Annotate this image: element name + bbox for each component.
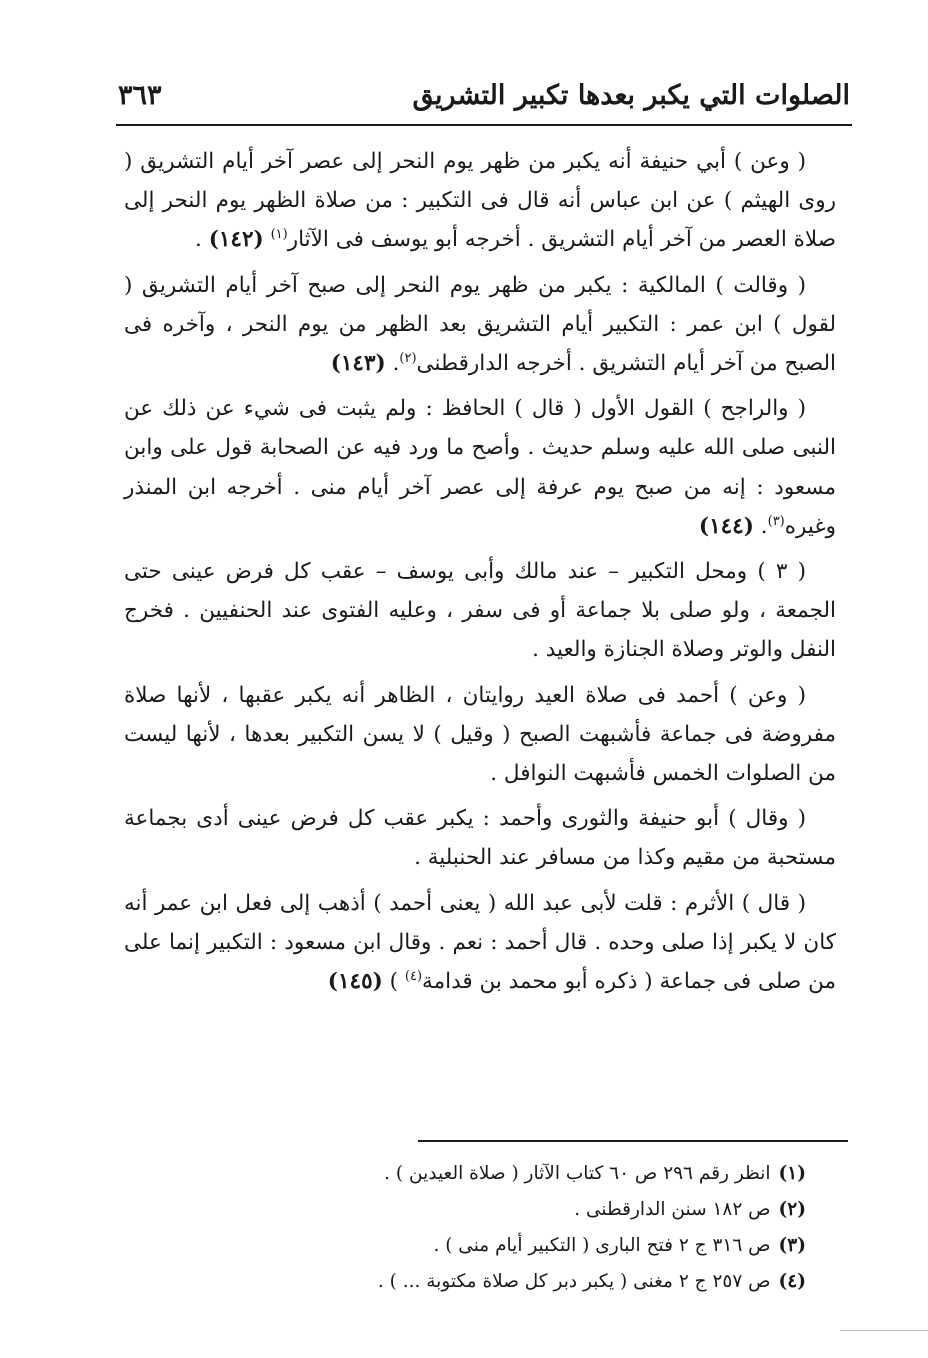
paragraph-tail: .: [760, 513, 768, 539]
footnote-marker: (١): [270, 227, 288, 243]
hadith-number: (١٤٤): [698, 513, 754, 539]
paragraph-tail: ): [389, 969, 399, 995]
footnote: [124, 1156, 836, 1192]
footnote-text: انظر رقم ٢٩٦ ص ٦٠ كتاب الآثار ( صلاة العيدين ) .: [384, 1163, 771, 1184]
footnote-number: (٣): [778, 1235, 806, 1256]
footnote-number: (٤): [778, 1271, 806, 1292]
hadith-number: (١٤٣): [330, 351, 386, 377]
hadith-number: (١٤٥): [327, 969, 383, 995]
paragraph: [124, 552, 836, 670]
footnote: [124, 1228, 836, 1264]
page-header: [118, 72, 850, 122]
header-rule: [116, 124, 852, 126]
footnote-text: ص ١٨٢ سنن الدارقطنى .: [574, 1199, 771, 1220]
paragraph-tail: .: [392, 351, 400, 377]
paragraph-text: ( وقالت ) المالكية : يكبر من ظهر يوم النحر إلى صبح آخر أيام التشريق ( لقول ) ابن عمر : التكبير أيام التشريق بعد الظهر من يوم النحر ، وآخره فى الصبح من آخر أيام التشريق . أخرجه الدارقطنى: [124, 272, 837, 377]
main-text: [124, 142, 836, 1007]
paragraph-text: ( ٣ ) ومحل التكبير – عند مالك وأبى يوسف – عقب كل فرض عينى حتى الجمعة ، ولو صلى بلا جماعة أو فى سفر ، وعليه الفتوى عند الحنفيين . فخرج النفل والوتر وصلاة الجنازة والعيد .: [124, 559, 836, 663]
paragraph-text: ( وعن ) أبي حنيفة أنه يكبر من ظهر يوم النحر إلى عصر آخر أيام التشريق ( روى الهيثم ) عن ابن عباس أنه قال فى التكبير : من صلاة الظهر يوم النحر إلى صلاة العصر من آخر أيام التشريق . أخرجه أبو يوسف فى الآثار: [124, 149, 836, 253]
paragraph: [124, 142, 836, 260]
footnote-rule: [418, 1140, 848, 1142]
paragraph-text: ( والراجح ) القول الأول ( قال ) الحافظ : ولم يثبت فى شيء عن ذلك عن النبى صلى الله عليه وسلم حديث . وأصح ما ورد فيه عن الصحابة قول على وابن مسعود : إنه من صبح يوم عرفة إلى عصر آخر أيام منى . أخرجه ابن المنذر وغيره: [124, 396, 836, 539]
footnote: [124, 1192, 836, 1228]
footnote-marker: (٢): [399, 350, 417, 366]
footnote-text: ص ٢٥٧ ج ٢ مغنى ( يكبر دبر كل صلاة مكتوبة ... ) .: [377, 1271, 771, 1292]
footnote-marker: (٣): [767, 513, 785, 529]
scan-edge-mark: [840, 1330, 928, 1331]
hadith-number: (١٤٢): [208, 227, 264, 253]
paragraph: [124, 676, 836, 794]
paragraph-text: ( وقال ) أبو حنيفة والثورى وأحمد : يكبر عقب كل فرض عينى أدى بجماعة مستحبة من مقيم وكذا من مسافر عند الحنبلية .: [124, 806, 836, 871]
paragraph: [124, 389, 836, 546]
paragraph-text: ( قال ) الأثرم : قلت لأبى عبد الله ( يعنى أحمد ) أذهب إلى فعل ابن عمر أنه كان لا يكبر إذا صلى وحده . قال أحمد : نعم . وقال ابن مسعود : التكبير إنما على من صلى فى جماعة ( ذكره أبو محمد بن قدامة: [124, 890, 836, 995]
footnote: [124, 1264, 836, 1300]
footnote-number: (١): [778, 1163, 806, 1184]
paragraph-text: ( وعن ) أحمد فى صلاة العيد روايتان ، الظاهر أنه يكبر عقبها ، لأنها صلاة مفروضة فى جماعة فأشبهت الصبح ( وقيل ) لا يسن التكبير بعدها ، لأنها ليست من الصلوات الخمس فأشبهت النوافل .: [124, 682, 836, 787]
footnote-text: ص ٣١٦ ج ٢ فتح البارى ( التكبير أيام منى ) .: [433, 1235, 771, 1256]
footnote-number: (٢): [778, 1199, 806, 1220]
paragraph: [124, 799, 836, 877]
footnotes: [124, 1156, 836, 1300]
paragraph: [124, 266, 836, 384]
page-number: ٣٦٣: [118, 80, 162, 111]
footnote-marker: (٤): [404, 968, 423, 984]
paragraph: [124, 884, 836, 1002]
paragraph-tail: .: [195, 227, 202, 253]
running-title: الصلوات التي يكبر بعدها تكبير التشريق: [412, 80, 850, 111]
